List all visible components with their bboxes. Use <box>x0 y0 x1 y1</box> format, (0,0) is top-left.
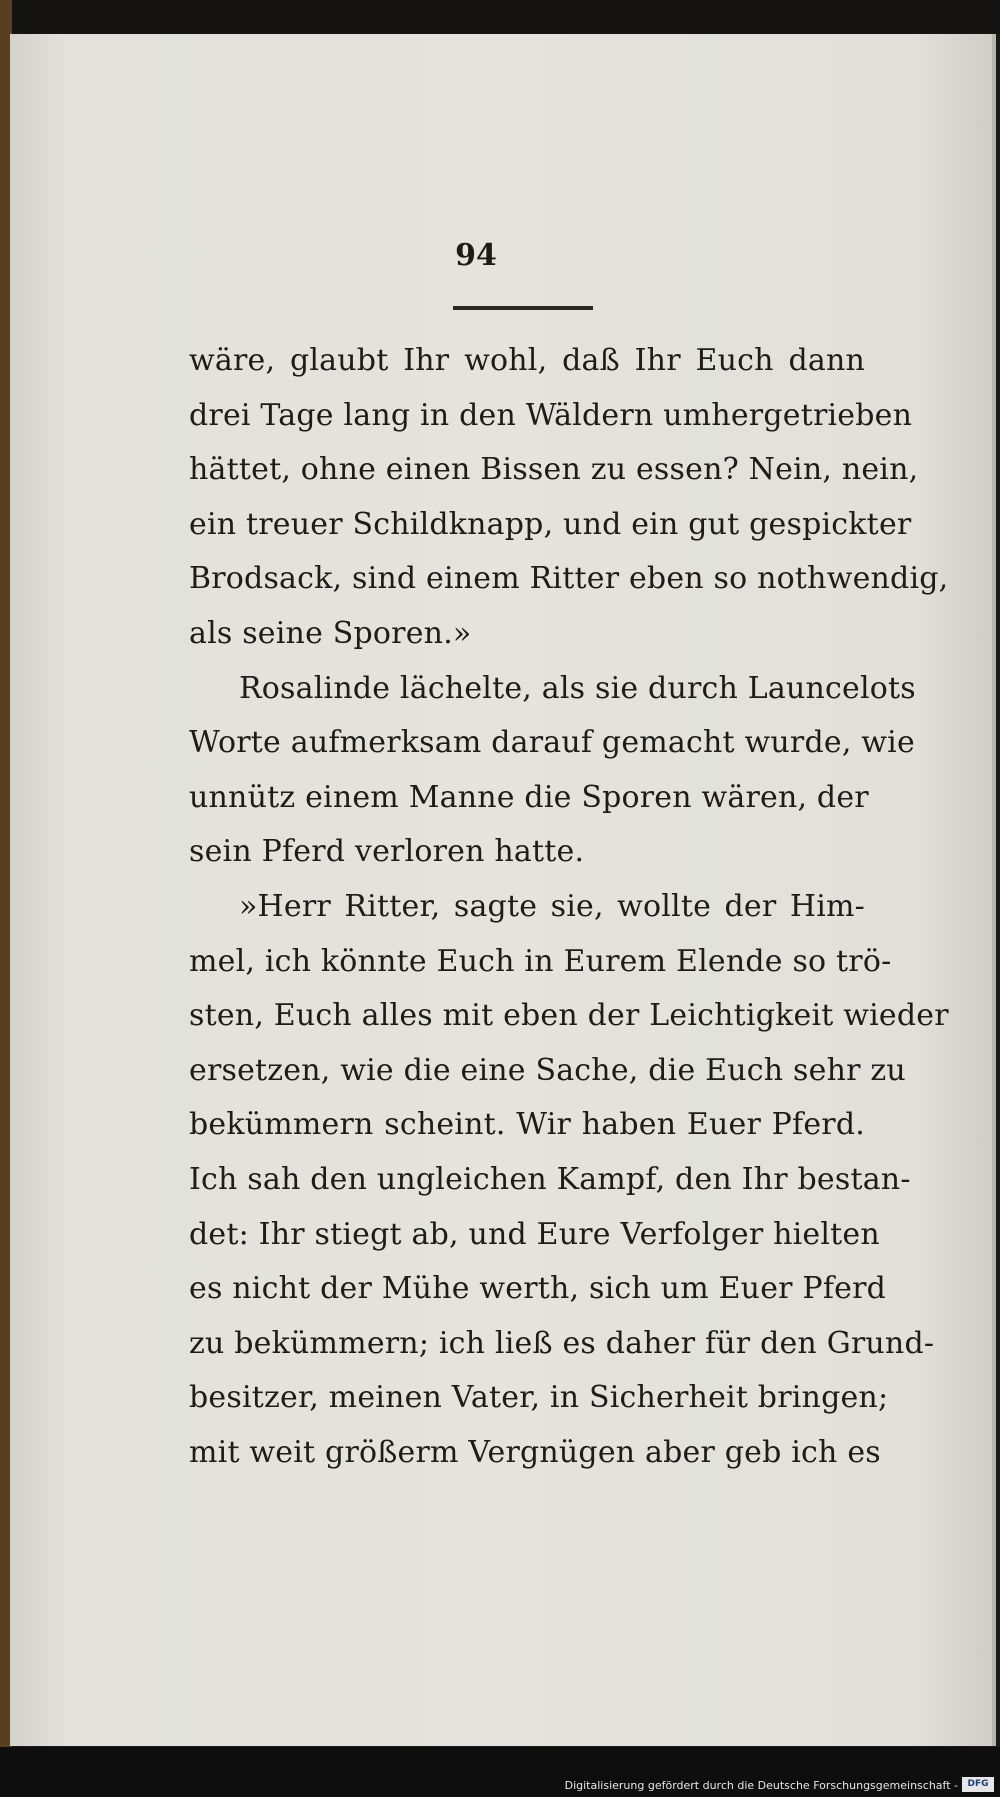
footer-bar <box>0 1747 1000 1797</box>
scan-top-edge <box>0 0 1000 36</box>
dfg-logo-icon: DFG <box>962 1777 994 1792</box>
text-line: »Herr Ritter, sagte sie, wollte der Him- <box>239 888 865 924</box>
text-line: drei Tage lang in den Wäldern umhergetrieben <box>189 397 913 433</box>
book-page <box>10 34 996 1746</box>
funding-note: Digitalisierung gefördert durch die Deutsche Forschungsgemeinschaft - <box>564 1779 958 1792</box>
text-line: besitzer, meinen Vater, in Sicherheit bringen; <box>189 1380 889 1416</box>
text-line: unnütz einem Manne die Sporen wären, der <box>189 779 869 815</box>
text-line: det: Ihr stiegt ab, und Eure Verfolger hielten <box>189 1216 880 1252</box>
text-line: ein treuer Schildknapp, und ein gut gespickter <box>189 506 912 542</box>
page-number-row <box>10 238 992 273</box>
text-line: Ich sah den ungleichen Kampf, den Ihr bestan- <box>189 1161 911 1197</box>
page-number-rule <box>453 306 593 310</box>
text-line: ersetzen, wie die eine Sache, die Euch sehr zu <box>189 1052 906 1088</box>
page-number: 94 <box>455 238 497 273</box>
text-line: als seine Sporen.» <box>189 615 472 651</box>
text-line: zu bekümmern; ich ließ es daher für den Grund- <box>189 1325 935 1361</box>
text-line: bekümmern scheint. Wir haben Euer Pferd. <box>189 1107 865 1143</box>
text-line: hättet, ohne einen Bissen zu essen? Nein, nein, <box>189 452 919 488</box>
text-line: es nicht der Mühe werth, sich um Euer Pferd <box>189 1271 887 1307</box>
body-text <box>189 334 949 1480</box>
text-line: Rosalinde lächelte, als sie durch Launcelots <box>239 670 916 706</box>
text-line: wäre, glaubt Ihr wohl, daß Ihr Euch dann <box>189 343 865 378</box>
text-line: mit weit größerm Vergnügen aber geb ich es <box>189 1434 881 1470</box>
text-line: Worte aufmerksam darauf gemacht wurde, wie <box>189 725 915 761</box>
text-line: sein Pferd verloren hatte. <box>189 834 585 870</box>
text-line: Brodsack, sind einem Ritter eben so nothwendig, <box>189 561 949 597</box>
text-line: sten, Euch alles mit eben der Leichtigkeit wieder <box>189 998 949 1034</box>
text-line: mel, ich könnte Euch in Eurem Elende so trö- <box>189 943 892 979</box>
